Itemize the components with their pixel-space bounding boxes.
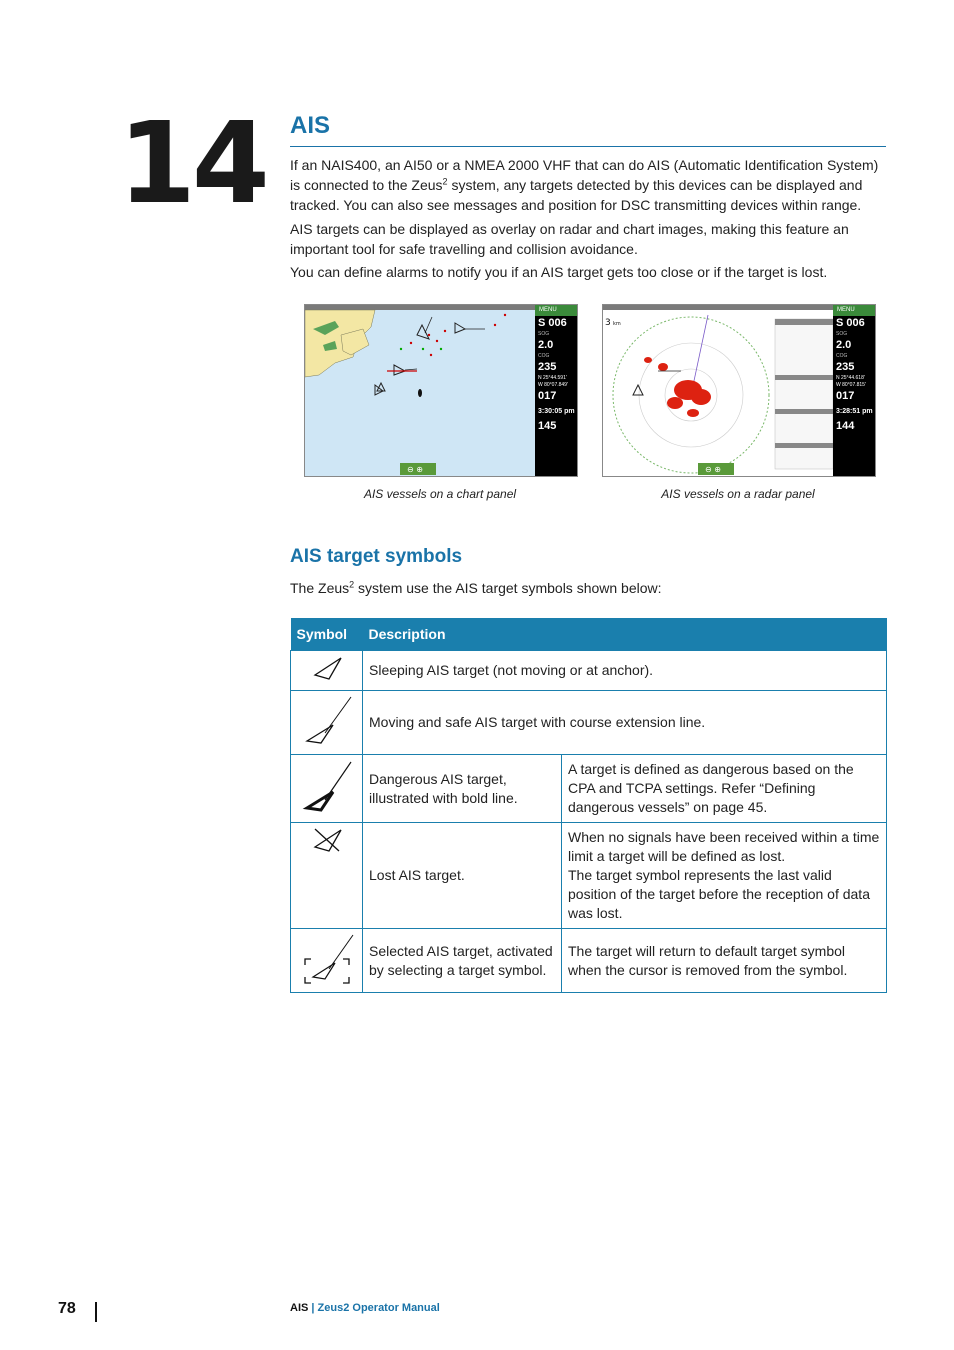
symbol-cell xyxy=(291,755,363,823)
ais-symbol-table xyxy=(290,618,887,993)
sleeping-target-icon xyxy=(307,653,347,683)
selected-target-icon xyxy=(299,931,355,985)
table-row xyxy=(291,755,887,823)
sog-value: 2.0 xyxy=(836,339,852,351)
footer-divider xyxy=(95,1302,97,1322)
description-cell: Selected AIS target, activated by selecting a target symbol. xyxy=(363,929,562,993)
description-cell: Moving and safe AIS target with course extension line. xyxy=(363,691,887,755)
symbol-cell xyxy=(291,651,363,691)
intro-paragraph-3: You can define alarms to notify you if an AIS target gets too close or if the target is lost. xyxy=(290,264,828,280)
table-header-row xyxy=(291,618,887,651)
table-row xyxy=(291,929,887,993)
radar-figure-caption: AIS vessels on a radar panel xyxy=(661,487,815,501)
table-row xyxy=(291,823,887,929)
steer-value: 145 xyxy=(538,420,557,432)
pos-lat: N 25°44.591' xyxy=(538,375,567,381)
header-description: Description xyxy=(363,618,887,651)
dangerous-target-icon xyxy=(299,758,355,814)
header-symbol: Symbol xyxy=(291,618,363,651)
description-cell: Lost AIS target. xyxy=(363,823,562,929)
radar-sidebar: MENU S 006 SOG 2.0 COG 235 N 25°44.618' W 80°07.815' 017 3:28:51 pm 144 xyxy=(833,305,875,476)
svg-text:⊖ ⊕: ⊖ ⊕ xyxy=(407,465,423,474)
cog-value: 235 xyxy=(836,361,855,373)
symbol-cell xyxy=(291,823,363,929)
description-cell: Dangerous AIS target, illustrated with bold line. xyxy=(363,755,562,823)
chart-figure-caption: AIS vessels on a chart panel xyxy=(363,487,517,501)
note-cell: The target will return to default target symbol when the cursor is removed from the symbol. xyxy=(562,929,887,993)
section-title: AIS target symbols xyxy=(290,546,463,567)
svg-text:⊖ ⊕: ⊖ ⊕ xyxy=(705,465,721,474)
symbol-cell xyxy=(291,929,363,993)
menu-button[interactable]: MENU xyxy=(833,305,875,316)
chart-panel-figure xyxy=(304,304,578,477)
page-number: 78 xyxy=(58,1300,76,1317)
bod-value: 017 xyxy=(836,390,855,402)
intro-paragraph-1: If an NAIS400, an AI50 or a NMEA 2000 VHF that can do AIS (Automatic Identification System) is connected to the Zeus$^2$ system, any targets detected by this devices can be displayed and tracked. You can also see messages and position for DSC transmitting devices within range. xyxy=(290,157,879,213)
symbol-cell xyxy=(291,691,363,755)
footer-running-head: AIS | Zeus2 Operator Manual xyxy=(290,1302,440,1314)
steer-value: 144 xyxy=(836,420,855,432)
pos-lon: W 80°07.815' xyxy=(836,382,866,388)
heading-value: S 006 xyxy=(836,317,865,329)
radar-range: 3 xyxy=(605,318,611,328)
lost-target-icon xyxy=(307,825,347,855)
sog-value: 2.0 xyxy=(538,339,554,351)
chart-sidebar: MENU S 006 SOG 2.0 COG 235 N 25°44.591' W 80°07.849' 017 3:30:05 pm 145 xyxy=(535,305,577,476)
chapter-number: 14 xyxy=(118,99,266,229)
note-cell: When no signals have been received within a time limit a target will be defined as lost. The target symbol represents the last valid position of the target before the reception of data was lost. xyxy=(562,823,887,929)
cog-value: 235 xyxy=(538,361,557,373)
description-cell: Sleeping AIS target (not moving or at anchor). xyxy=(363,651,887,691)
pos-lat: N 25°44.618' xyxy=(836,375,865,381)
menu-button[interactable]: MENU xyxy=(535,305,577,316)
note-cell: A target is defined as dangerous based on the CPA and TCPA settings. Refer “Defining dangerous vessels” on page 45. xyxy=(562,755,887,823)
section-intro: The Zeus$^2$ system use the AIS target symbols shown below: xyxy=(290,579,662,596)
radar-panel-figure xyxy=(602,304,876,477)
radar-range-unit: km xyxy=(613,321,621,327)
heading-value: S 006 xyxy=(538,317,567,329)
table-row xyxy=(291,651,887,691)
bod-value: 017 xyxy=(538,390,557,402)
time-value: 3:30:05 pm xyxy=(538,408,575,415)
moving-target-icon xyxy=(299,693,355,747)
table-row xyxy=(291,691,887,755)
title-rule xyxy=(290,146,886,147)
intro-paragraph-2: AIS targets can be displayed as overlay on radar and chart images, making this feature an important tool for safe travelling and collision avoidance. xyxy=(290,221,849,257)
time-value: 3:28:51 pm xyxy=(836,408,873,415)
pos-lon: W 80°07.849' xyxy=(538,382,568,388)
chapter-title: AIS xyxy=(290,112,331,139)
